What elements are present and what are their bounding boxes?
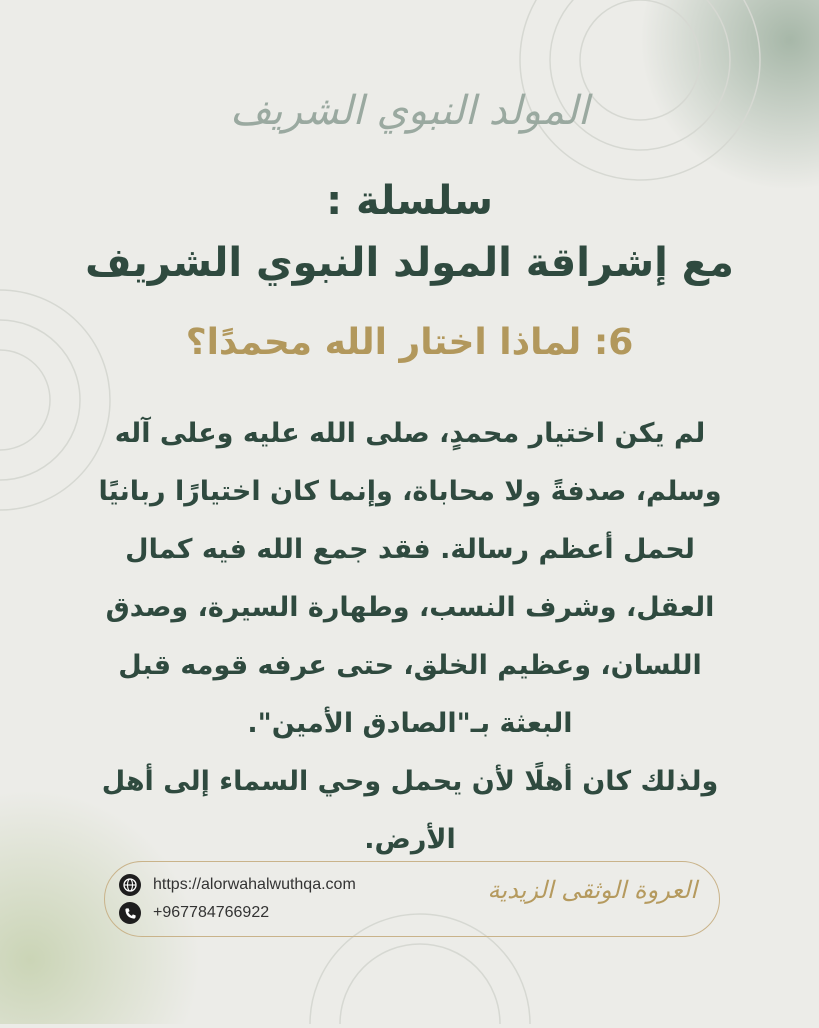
body-paragraph: ولذلك كان أهلًا لأن يحمل وحي السماء إلى أهل الأرض. [101,766,719,855]
body-text [95,405,725,869]
episode-title: 6: لماذا اختار الله محمدًا؟ [185,322,634,363]
series-label: سلسلة : [326,178,493,224]
website-link[interactable]: https://alorwahalwuthqa.com [153,876,356,893]
series-name: مع إشراقة المولد النبوي الشريف [85,240,734,286]
body-paragraph: لم يكن اختيار محمدٍ، صلى الله عليه وعلى آله وسلم، صدفةً ولا محاباة، وإنما كان اختيارًا ربانيًا لحمل أعظم رسالة. فقد جمع الله فيه كمال العقل، وشرف النسب، وطهارة السيرة، وصدق اللسان، وعظيم الخلق، حتى عرفه قومه قبل البعثة بـ"الصادق الأمين". [98,418,722,739]
globe-icon [119,874,141,896]
phone-icon [119,902,141,924]
website-row[interactable] [119,874,356,896]
organization-logo: العروة الوثقى الزيدية [487,876,697,904]
calligraphy-title: المولد النبوي الشريف [230,88,589,134]
contact-footer [104,861,720,937]
phone-row[interactable] [119,902,269,924]
phone-number[interactable]: +967784766922 [153,904,270,921]
